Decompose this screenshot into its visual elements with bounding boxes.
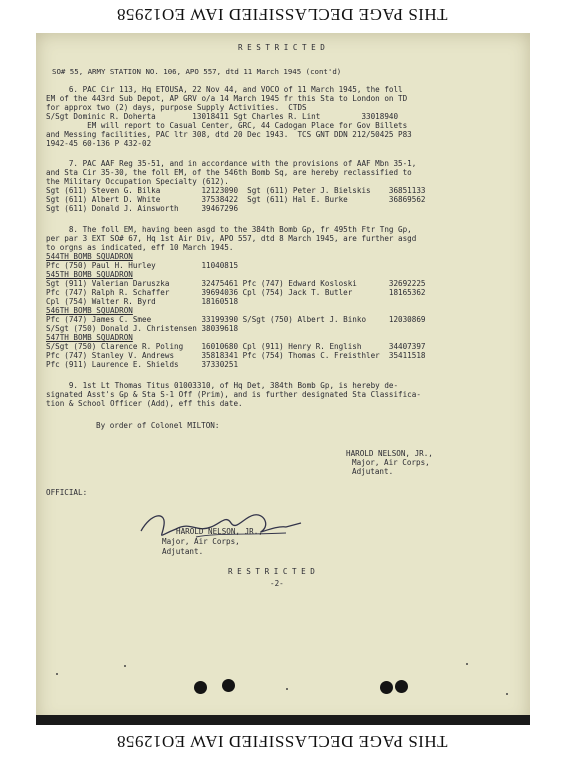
- roster-line: Pfc (750) Paul H. Hurley 11040815: [46, 261, 239, 270]
- roster-line: S/Sgt (750) Donald J. Christensen 38039618: [46, 324, 239, 333]
- para7-line: Sgt (611) Steven G. Bilka 12123090 Sgt (611) Peter J. Bielskis 36851133: [46, 186, 426, 195]
- para7-line: 7. PAC AAF Reg 35-51, and in accordance with the provisions of AAF Mbn 35-1,: [46, 159, 417, 168]
- para8-line: 8. The foll EM, having been asgd to the 384th Bomb Gp, fr 495th Ftr Tng Gp,: [46, 225, 412, 234]
- punch-hole: [395, 680, 408, 693]
- scan-edge: [36, 715, 530, 725]
- signer-title: Adjutant.: [352, 467, 394, 476]
- para9-line: signated Asst's Gp & Sta S-1 Off (Prim), and is further designated Sta Classifica-: [46, 390, 421, 399]
- signer-name: HAROLD NELSON, JR.,: [176, 527, 263, 536]
- para6-line: EM of the 443rd Sub Depot, AP GRV o/a 14 March 1945 fr this Sta to London on TD: [46, 94, 408, 103]
- declassification-banner-bottom: THIS PAGE DECLASSIFIED IAW EO12958: [116, 732, 448, 751]
- document-page: [36, 33, 530, 725]
- declassification-banner-top: THIS PAGE DECLASSIFIED IAW EO12958: [116, 5, 448, 24]
- para9-line: 9. 1st Lt Thomas Titus 01003310, of Hq Det, 384th Bomb Gp, is hereby de-: [46, 381, 399, 390]
- squadron-heading: 546TH BOMB SQUADRON: [46, 306, 133, 315]
- page-number: -2-: [270, 579, 284, 588]
- para7-line: Sgt (611) Donald J. Ainsworth 39467296: [46, 204, 239, 213]
- para6-line: S/Sgt Dominic R. Doherta 13018411 Sgt Charles R. Lint 33018940: [46, 112, 399, 121]
- by-order-line: By order of Colonel MILTON:: [96, 421, 220, 430]
- official-label: OFFICIAL:: [46, 488, 88, 497]
- roster-line: Sgt (911) Valerian Daruszka 32475461 Pfc (747) Edward Kosloski 32692225: [46, 279, 426, 288]
- para7-line: Sgt (611) Albert D. White 37538422 Sgt (611) Hal E. Burke 36869562: [46, 195, 426, 204]
- signer-title: Adjutant.: [162, 547, 204, 556]
- roster-line: Pfc (747) Ralph R. Schaffer 39694036 Cpl (754) Jack T. Butler 18165362: [46, 288, 426, 297]
- speck: [506, 693, 508, 695]
- para6-line: EM will report to Casual Center, GRC, 44 Cadogan Place for Gov Billets: [46, 121, 408, 130]
- restricted-header: R E S T R I C T E D: [238, 43, 325, 52]
- speck: [56, 673, 58, 675]
- roster-line: Pfc (747) Stanley V. Andrews 35818341 Pfc (754) Thomas C. Freisthler 35411518: [46, 351, 426, 360]
- signer-name: HAROLD NELSON, JR.,: [346, 449, 433, 458]
- squadron-heading: 545TH BOMB SQUADRON: [46, 270, 133, 279]
- punch-hole: [194, 681, 207, 694]
- speck: [466, 663, 468, 665]
- para8-line: to orgns as indicated, eff 10 March 1945.: [46, 243, 234, 252]
- para8-line: per par 3 EXT SO# 67, Hq 1st Air Div, APO 557, dtd 8 March 1945, are further asgd: [46, 234, 417, 243]
- punch-hole: [380, 681, 393, 694]
- punch-hole: [222, 679, 235, 692]
- para9-line: tion & School Officer (Add), eff this date.: [46, 399, 243, 408]
- speck: [124, 665, 126, 667]
- roster-line: Pfc (911) Laurence E. Shields 37330251: [46, 360, 239, 369]
- para6-line: for approx two (2) days, purpose Supply Activities. CTDS: [46, 103, 307, 112]
- speck: [286, 688, 288, 690]
- signer-rank: Major, Air Corps,: [352, 458, 430, 467]
- para6-line: 6. PAC Cir 113, Hq ETOUSA, 22 Nov 44, and VOCO of 11 March 1945, the foll: [46, 85, 403, 94]
- squadron-heading: 547TH BOMB SQUADRON: [46, 333, 133, 342]
- roster-line: S/Sgt (750) Clarence R. Poling 16010680 Cpl (911) Henry R. English 34407397: [46, 342, 426, 351]
- signer-rank: Major, Air Corps,: [162, 537, 240, 546]
- para6-line: 1942-45 60-136 P 432-02: [46, 139, 152, 148]
- restricted-footer: R E S T R I C T E D: [228, 567, 315, 576]
- squadron-heading: 544TH BOMB SQUADRON: [46, 252, 133, 261]
- para7-line: the Military Occupation Specialty (612).: [46, 177, 229, 186]
- para7-line: and Sta Cir 35-30, the foll EM, of the 546th Bomb Sq, are hereby reclassified to: [46, 168, 412, 177]
- order-subtitle: SO# 55, ARMY STATION NO. 106, APO 557, dtd 11 March 1945 (cont'd): [52, 67, 342, 76]
- roster-line: Pfc (747) James C. Smee 33199390 S/Sgt (750) Albert J. Binko 12030869: [46, 315, 426, 324]
- roster-line: Cpl (754) Walter R. Byrd 18160518: [46, 297, 239, 306]
- para6-line: and Messing facilities, PAC ltr 308, dtd 20 Dec 1943. TCS GNT DDN 212/50425 P83: [46, 130, 412, 139]
